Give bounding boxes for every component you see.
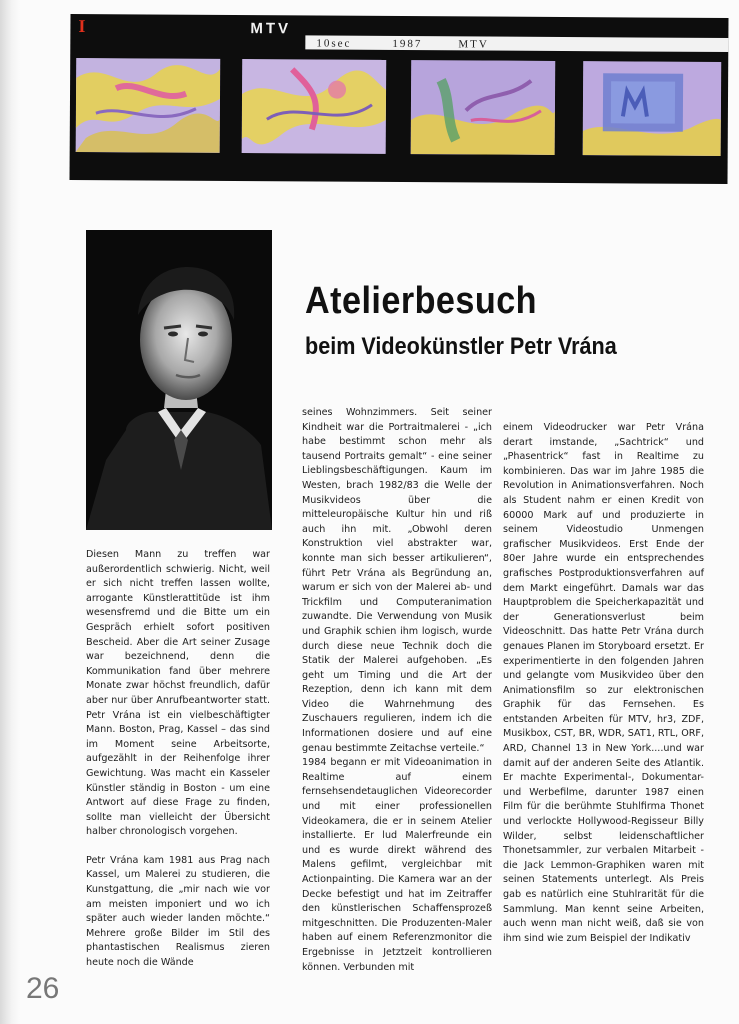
film-frame-1 (76, 58, 221, 153)
article-column-3 (503, 421, 704, 946)
page-number: 26 (26, 972, 60, 1005)
article-column-1 (86, 548, 270, 971)
filmstrip-brand-small: MTV (458, 38, 489, 51)
film-frame-3 (411, 60, 556, 155)
article-subtitle: beim Videokünstler Petr Vrána (305, 333, 617, 360)
filmstrip-duration: 10sec (316, 37, 352, 50)
column-1-paragraph-2: Petr Vrána kam 1981 aus Prag nach Kassel, um Malerei zu studieren, die Kunstgattung, die „mir nach wie vor am meisten imponiert und wo ich später auch wieder landen möchte.“ Mehrere große Bilder im Stil des phantastischen Realismus zieren heute noch die Wände (86, 854, 270, 969)
mtv-filmstrip (69, 14, 728, 184)
column-2-paragraph-1: seines Wohnzimmers. Seit seiner Kindheit war die Portraitmalerei - „ich habe bestimmt schon mehr als tausend Portraits gemalt“ - eine seiner Lieblingsbeschäftigungen. Kaum im Westen, brach 1982/83 die Welle der Musikvideos über die mitteleuropäische Kultur hin und riß auch ihn mit. „Obwohl deren Konstruktion viel abstrakter war, konnte man sich besser artikulieren“, führt Petr Vrána als Begründung an, warum er sich von der Malerei ab- und Trickfilm und Computeranimation zuwandte. Die Verwendung von Musik und Graphik schien ihm logisch, wurde durch diese neue Technik doch die Statik der Malerei aufgehoben. „Es geht um Timing und die Art der Rezeption, denn ich kann mit dem Video die Wahrnehmung des Zuschauers regulieren, indem ich die Informationen dosiere und auf eine genau bestimmte Zeitachse verteile.“ (302, 407, 492, 754)
artist-portrait-photo (86, 230, 272, 530)
article-title: Atelierbesuch (305, 280, 538, 322)
column-2-paragraph-2: 1984 begann er mit Videoanimation in Realtime auf einem fernsehsendetauglichen Videorecorder und mit einer professionellen Videokamera, die er in seinem Atelier installierte. Er lud Malerfreunde ein und es wurde direkt während des Malens gefilmt, vergleichbar mit Actionpainting. Die Kamera war an der Decke befestigt und hat im Zeitraffer den künstlerischen Schaffensprozeß mitgeschnitten. Die Produzenten-Maler haben auf einem Referenzmonitor die Ergebnisse in Jetztzeit kontrollieren können. Verbunden mit (302, 757, 492, 973)
film-frame-4-mtv-logo (583, 61, 722, 156)
filmstrip-caption-band (305, 35, 728, 52)
article-column-2 (302, 406, 492, 975)
page-spine-shadow (0, 0, 20, 1024)
filmstrip-number-mark: I (78, 16, 86, 37)
filmstrip-brand: MTV (250, 20, 292, 38)
filmstrip-year: 1987 (392, 37, 423, 51)
film-frame-2 (242, 59, 387, 154)
column-1-paragraph-1: Diesen Mann zu treffen war außerordentlich schwierig. Nicht, weil er sich nicht treffen lassen wollte, arrogante Künstlerattitüde ist ihm wesensfremd und die Bitte um ein Gespräch erhielt sofort positiven Bescheid. Aber die Art seiner Zusage war bezeichnend, denn die Kommunikation fand über mehrere Monate zwar höchst freundlich, dafür aber nur über Anrufbeantworter statt. Petr Vrána ist ein vielbeschäftigter Mann. Boston, Prag, Kassel – das sind im Moment seine Arbeitsorte, aufgezählt in der Reihenfolge ihrer Gewichtung. Was macht ein Kasseler Künstler ständig in Boston - um eine Antwort auf diese Frage zu finden, sollte man vielleicht der Übersicht halber chronologisch vorgehen. (86, 549, 270, 838)
column-3-paragraph-1: einem Videodrucker war Petr Vrána derart imstande, „Sachtrick“ und „Phasentrick“ fast in Realtime zu kombinieren. Das war im Jahre 1985 die Revolution in Animationsverfahren. Noch als Student nahm er einen Kredit von 60000 Mark auf und produzierte in seinem Videostudio Unmengen grafischer Musikvideos. Erst Ende der 80er Jahre wurde ein entsprechendes grafisches Postproduktionsverfahren auf dem Markt eingeführt. Damals war das Hauptproblem die Speicherkapazität und der Generationsverlust beim Videoschnitt. Das hatte Petr Vrána durch genaues Planen im Storyboard ersetzt. Er experimentierte in den folgenden Jahren und gelangte vom Musikvideo über den Animationsfilm so zur elektronischen Graphik für das Fernsehen. Es entstanden Arbeiten für MTV, hr3, ZDF, Musikbox, CST, BR, WDR, SAT1, RTL, ORF, ARD, Channel 13 in New York....und war damit auf der anderen Seite des Atlantik. Er machte Experimental-, Dokumentar- und Werbefilme, darunter 1987 einen Film für die berühmte Stuhlfirma Thonet und verlockte Hollywood-Regisseur Billy Wilder, selbst leidenschaftlicher Thonetsammler, zur verbalen Mitarbeit - die Jack Lemmon-Graphiken waren mit seinen Statements unterlegt. Als Preis gab es natürlich eine Stuhlrarität für die Sammlung. Man kennt seine Arbeiten, auch wenn man nicht weiß, daß sie von ihm sind wie zum Beispiel der Indikativ (503, 422, 704, 944)
